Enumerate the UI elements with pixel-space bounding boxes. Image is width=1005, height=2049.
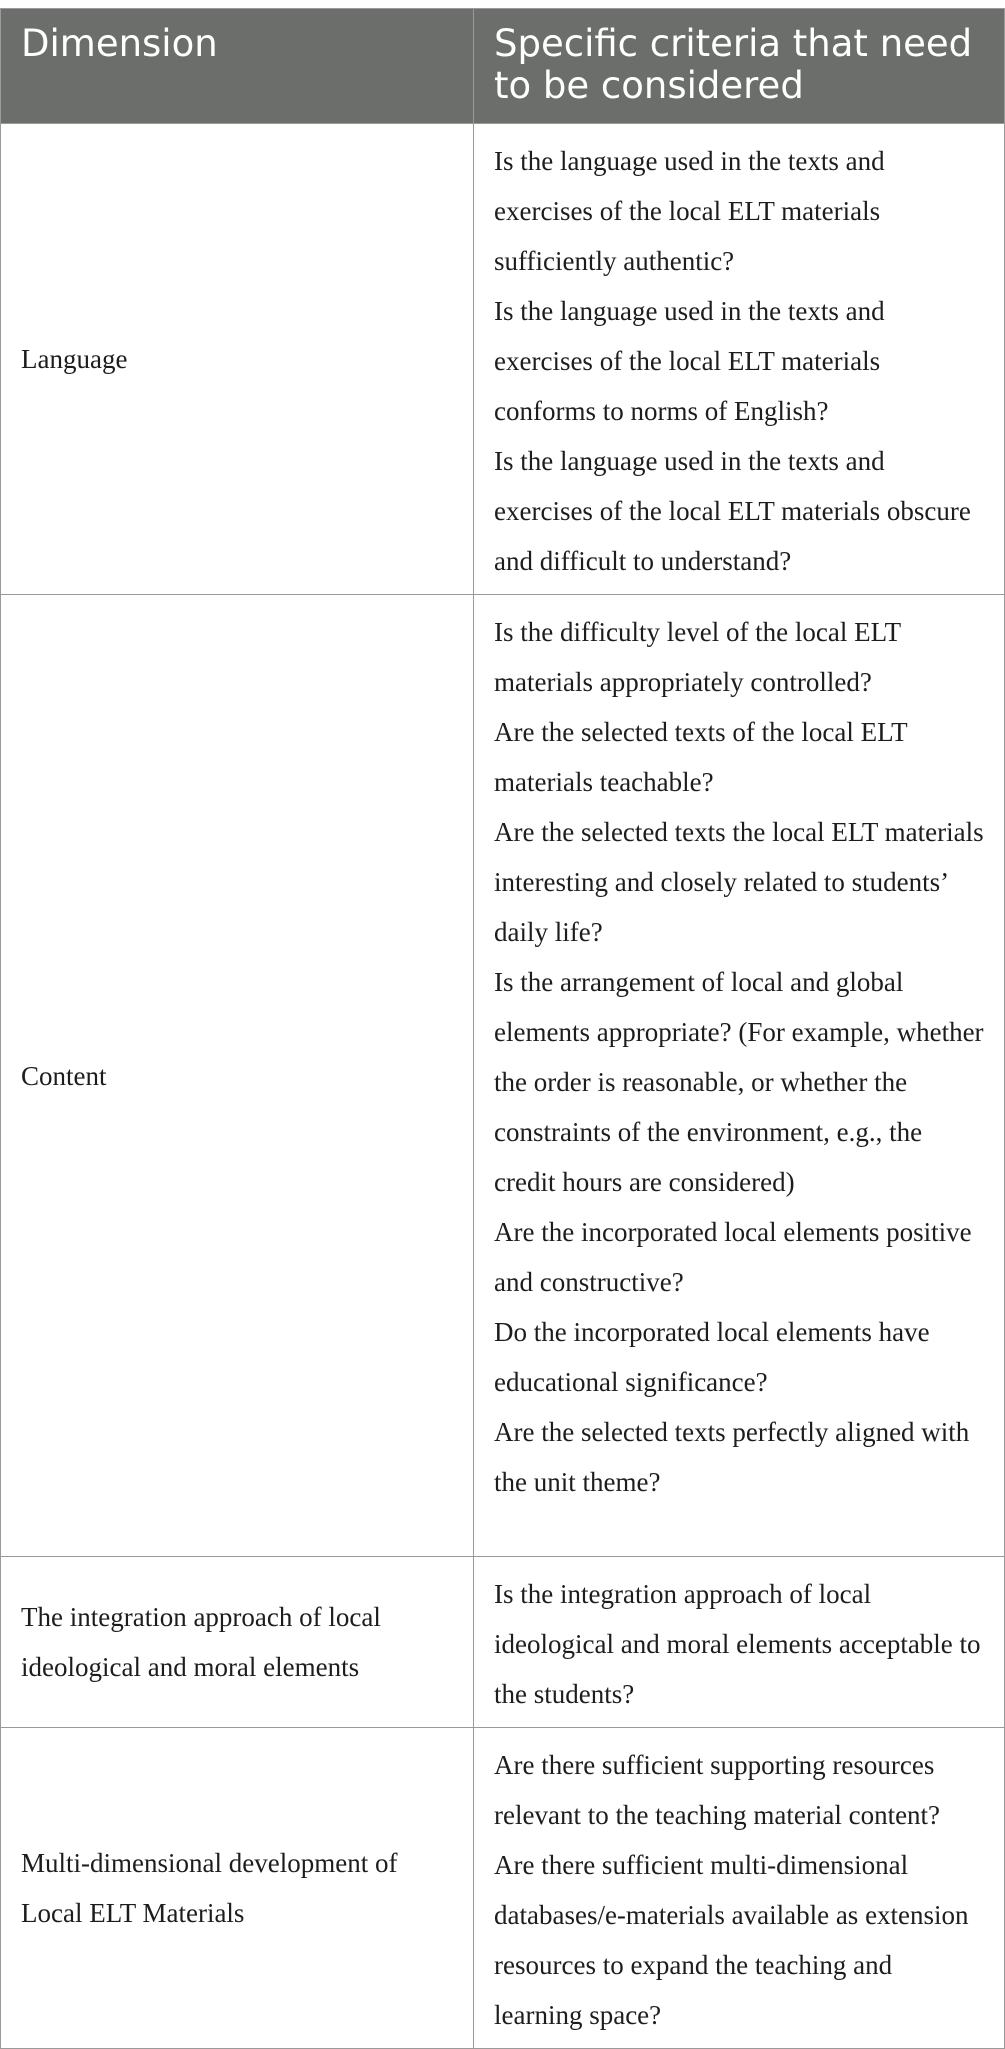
criterion-item: Are there sufficient supporting resources relevant to the teaching material content? <box>494 1750 941 1830</box>
criteria-table-container <box>0 8 1005 2049</box>
criterion-item: Is the arrangement of local and global elements appropriate? (For example, whether the order is reasonable, or whether the constraints of the environment, e.g., the credit hours are considered) <box>494 967 984 1197</box>
criterion-item: Are the selected texts perfectly aligned with the unit theme? <box>494 1417 970 1497</box>
criteria-table <box>0 8 1005 2049</box>
dimension-cell: The integration approach of local ideological and moral elements <box>1 1557 474 1728</box>
dimension-cell: Content <box>1 595 474 1557</box>
criterion-item: Is the integration approach of local ideological and moral elements acceptable to the students? <box>494 1579 981 1709</box>
table-row <box>1 1557 1005 1728</box>
criterion-item: Is the language used in the texts and exercises of the local ELT materials sufficiently authentic? <box>494 146 885 276</box>
table-header-row <box>1 9 1005 124</box>
criteria-cell <box>474 595 1005 1557</box>
dimension-cell: Language <box>1 124 474 595</box>
header-criteria: Specific criteria that need to be considered <box>474 9 1005 124</box>
criteria-cell <box>474 1557 1005 1728</box>
criterion-item: Do the incorporated local elements have educational significance? <box>494 1317 930 1397</box>
criterion-item: Is the difficulty level of the local ELT materials appropriately controlled? <box>494 617 901 697</box>
criterion-item: Are the incorporated local elements positive and constructive? <box>494 1217 972 1297</box>
criteria-cell <box>474 1728 1005 2049</box>
criterion-item: Are the selected texts the local ELT materials interesting and closely related to students’ daily life? <box>494 817 984 947</box>
criterion-item: Is the language used in the texts and exercises of the local ELT materials conforms to norms of English? <box>494 296 885 426</box>
table-row <box>1 595 1005 1557</box>
dimension-cell: Multi-dimensional development of Local ELT Materials <box>1 1728 474 2049</box>
table-row <box>1 1728 1005 2049</box>
header-dimension: Dimension <box>1 9 474 124</box>
criterion-item: Are the selected texts of the local ELT materials teachable? <box>494 717 908 797</box>
criteria-cell <box>474 124 1005 595</box>
table-row <box>1 124 1005 595</box>
criterion-item: Is the language used in the texts and exercises of the local ELT materials obscure and difficult to understand? <box>494 446 971 576</box>
criterion-item: Are there sufficient multi-dimensional databases/e-materials available as extension resources to expand the teaching and learning space? <box>494 1850 969 2030</box>
